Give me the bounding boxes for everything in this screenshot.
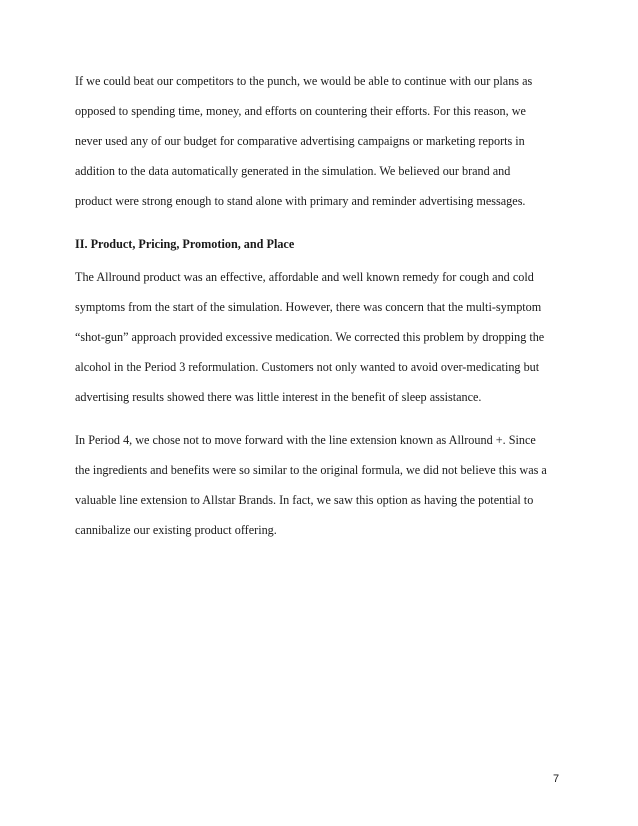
text-line: cannibalize our existing product offering.	[75, 523, 277, 537]
text-line: addition to the data automatically generated in the simulation. We believed our brand and	[75, 164, 511, 178]
text-line: In Period 4, we chose not to move forward with the line extension known as Allround +. Since	[75, 433, 536, 447]
text-line: symptoms from the start of the simulation. However, there was concern that the multi-symptom	[75, 300, 542, 314]
text-line: “shot-gun” approach provided excessive medication. We corrected this problem by dropping the	[75, 330, 545, 344]
text-line: product were strong enough to stand alone with primary and reminder advertising messages.	[75, 194, 526, 208]
text-line: opposed to spending time, money, and efforts on countering their efforts. For this reason, we	[75, 104, 526, 118]
text-line: valuable line extension to Allstar Brands. In fact, we saw this option as having the potential to	[75, 493, 534, 507]
paragraph-competitors	[75, 66, 575, 216]
page-number: 7	[553, 773, 560, 785]
text-line: the ingredients and benefits were so similar to the original formula, we did not believe this was a	[75, 463, 547, 477]
paragraph-allround-product	[75, 262, 575, 412]
text-line: If we could beat our competitors to the punch, we would be able to continue with our plans as	[75, 74, 533, 88]
section-heading: II. Product, Pricing, Promotion, and Place	[75, 237, 295, 251]
document-body	[75, 66, 575, 558]
text-line: alcohol in the Period 3 reformulation. Customers not only wanted to avoid over-medicating but	[75, 360, 540, 374]
text-line: The Allround product was an effective, affordable and well known remedy for cough and cold	[75, 270, 534, 284]
paragraph-period-4	[75, 425, 575, 545]
text-line: advertising results showed there was little interest in the benefit of sleep assistance.	[75, 390, 482, 404]
text-line: never used any of our budget for comparative advertising campaigns or marketing reports in	[75, 134, 525, 148]
